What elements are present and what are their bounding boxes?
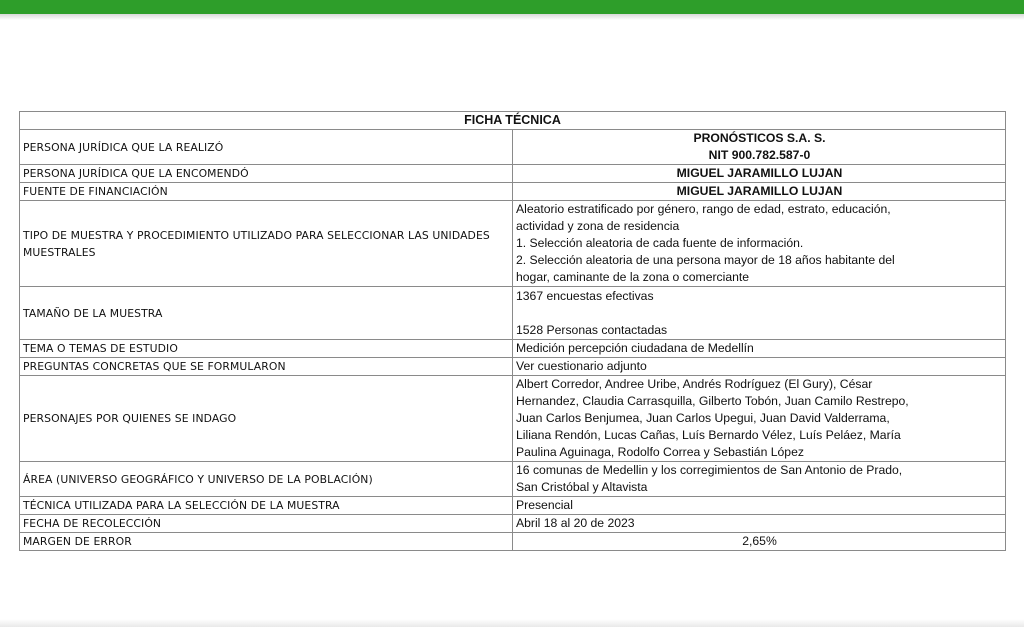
row-value	[513, 358, 1006, 376]
row-value	[513, 515, 1006, 533]
row-label: TIPO DE MUESTRA Y PROCEDIMIENTO UTILIZADO PARA SELECCIONAR LAS UNIDADES MUESTRALES	[20, 201, 513, 287]
value-line: Albert Corredor, Andree Uribe, Andrés Rodríguez (El Gury), César	[516, 377, 873, 391]
row-label: PREGUNTAS CONCRETAS QUE SE FORMULARON	[20, 358, 513, 376]
table-row	[20, 287, 1006, 340]
table-row	[20, 183, 1006, 201]
value-line: San Cristóbal y Altavista	[516, 480, 648, 494]
row-label: FUENTE DE FINANCIACIÓN	[20, 183, 513, 201]
title-row	[20, 112, 1006, 130]
value-line: MIGUEL JARAMILLO LUJAN	[676, 166, 843, 180]
value-line: 2,65%	[742, 534, 777, 548]
table-row	[20, 376, 1006, 462]
value-line: NIT 900.782.587-0	[708, 148, 811, 162]
table-row	[20, 165, 1006, 183]
value-line: 1367 encuestas efectivas	[516, 288, 654, 303]
value-line: MIGUEL JARAMILLO LUJAN	[676, 184, 843, 198]
row-value	[513, 287, 1006, 340]
ficha-tecnica-sheet	[19, 111, 1006, 551]
value-line: actividad y zona de residencia	[516, 219, 680, 233]
table-row	[20, 497, 1006, 515]
table-row	[20, 462, 1006, 497]
value-line: Presencial	[516, 498, 573, 512]
row-label: PERSONA JURÍDICA QUE LA ENCOMENDÓ	[20, 165, 513, 183]
row-label: ÁREA (UNIVERSO GEOGRÁFICO Y UNIVERSO DE LA POBLACIÓN)	[20, 462, 513, 497]
top-green-bar	[0, 0, 1024, 14]
table-row	[20, 515, 1006, 533]
row-label: MARGEN DE ERROR	[20, 533, 513, 551]
table-row	[20, 358, 1006, 376]
row-value	[513, 376, 1006, 462]
top-bar-shadow	[0, 14, 1024, 20]
row-value	[513, 462, 1006, 497]
table-row	[20, 130, 1006, 165]
table-title: FICHA TÉCNICA	[20, 112, 1006, 130]
value-line: 2. Selección aleatoria de una persona mayor de 18 años habitante del	[516, 253, 895, 267]
value-line: Aleatorio estratificado por género, rango de edad, estrato, educación,	[516, 202, 891, 216]
table-row	[20, 533, 1006, 551]
ficha-tecnica-table	[19, 111, 1006, 551]
row-value	[513, 201, 1006, 287]
value-line: Paulina Aguinaga, Rodolfo Correa y Sebastián López	[516, 445, 804, 459]
table-row	[20, 340, 1006, 358]
value-line	[516, 305, 1003, 322]
value-line: Juan Carlos Benjumea, Juan Carlos Upegui, Juan David Valderrama,	[516, 411, 890, 425]
value-line: 1. Selección aleatoria de cada fuente de información.	[516, 236, 804, 250]
row-value	[513, 165, 1006, 183]
bottom-edge-shadow	[0, 619, 1024, 627]
value-line: Hernandez, Claudia Carrasquilla, Gilberto Tobón, Juan Camilo Restrepo,	[516, 394, 909, 408]
row-value	[513, 340, 1006, 358]
value-line: Ver cuestionario adjunto	[516, 359, 647, 373]
value-line: 16 comunas de Medellin y los corregimientos de San Antonio de Prado,	[516, 463, 903, 477]
row-label: FECHA DE RECOLECCIÓN	[20, 515, 513, 533]
value-line: hogar, caminante de la zona o comerciante	[516, 270, 750, 284]
row-label: PERSONA JURÍDICA QUE LA REALIZÓ	[20, 130, 513, 165]
row-label: TÉCNICA UTILIZADA PARA LA SELECCIÓN DE LA MUESTRA	[20, 497, 513, 515]
row-value	[513, 183, 1006, 201]
row-label: TAMAÑO DE LA MUESTRA	[20, 287, 513, 340]
row-value	[513, 130, 1006, 165]
row-label: PERSONAJES POR QUIENES SE INDAGO	[20, 376, 513, 462]
row-label: TEMA O TEMAS DE ESTUDIO	[20, 340, 513, 358]
table-row	[20, 201, 1006, 287]
value-line: Medición percepción ciudadana de Medellín	[516, 341, 754, 355]
value-line: PRONÓSTICOS S.A. S.	[693, 131, 826, 145]
value-line: Liliana Rendón, Lucas Cañas, Luís Bernardo Vélez, Luís Peláez, María	[516, 428, 901, 442]
row-value	[513, 533, 1006, 551]
value-line: Abril 18 al 20 de 2023	[516, 516, 635, 530]
row-value	[513, 497, 1006, 515]
value-line: 1528 Personas contactadas	[516, 322, 668, 337]
